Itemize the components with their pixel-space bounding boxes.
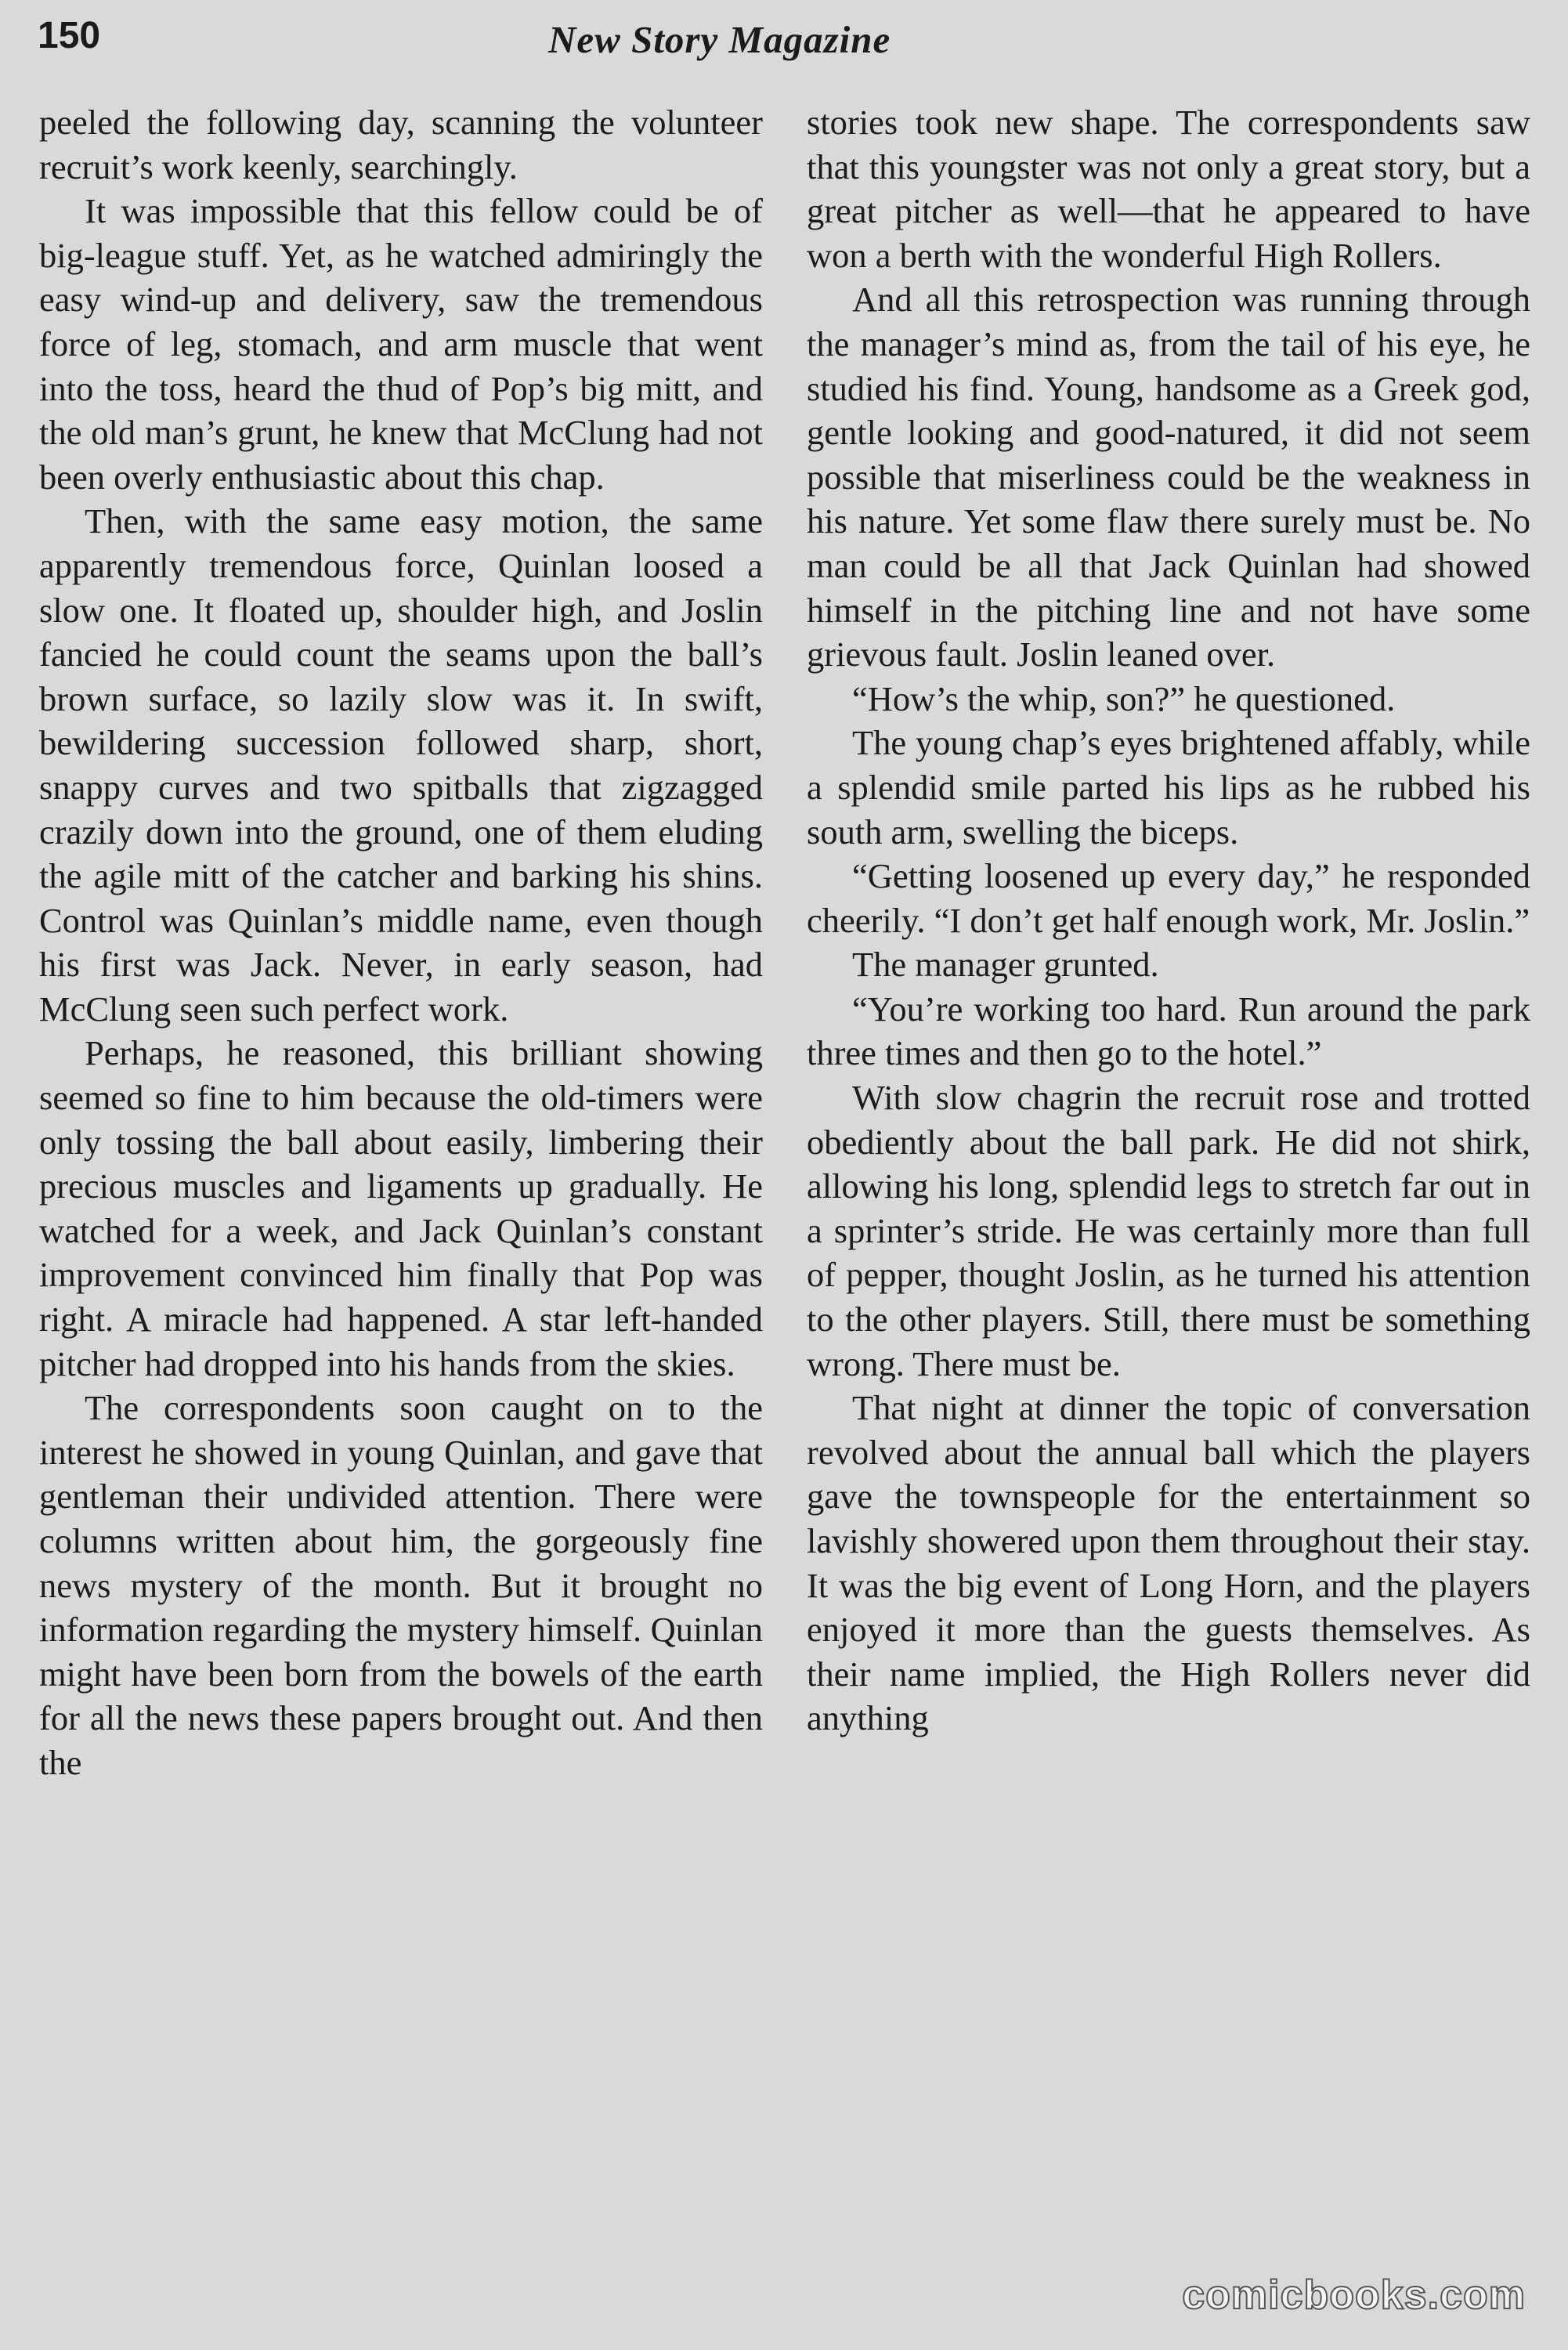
paragraph: With slow chagrin the recruit rose and trotted obediently about the ball park. He did not shirk, allowing his long, splendid legs to stretch far out in a sprinter’s stride. He was certainly more than full of pepper, thought Joslin, as he turned his attention to the other players. Still, there must be something wrong. There must be. (807, 1078, 1530, 1383)
site-watermark: comicbooks.com (1182, 2272, 1526, 2318)
paragraph: The young chap’s eyes brightened affably, while a splendid smile parted his lips as he rubbed his south arm, swelling the biceps. (807, 723, 1530, 851)
paragraph: stories took new shape. The correspondents saw that this youngster was not only a great story, but a great pitcher as well—that he appeared to have won a berth with the wonderful High Rollers. (807, 103, 1530, 275)
paragraph: “You’re working too hard. Run around the park three times and then go to the hotel.” (807, 989, 1530, 1073)
paragraph: The correspondents soon caught on to the interest he showed in young Quinlan, and gave that gentleman their undivided attention. There were columns written about him, the gorgeously fine news mystery of the month. But it brought no information regarding the mystery himself. Quinlan might have been born from the bowels of the earth for all the news these papers brought out. And then the (39, 1388, 763, 1782)
paragraph: That night at dinner the topic of conversation revolved about the annual ball which the players gave the townspeople for the entertainment so lavishly showered upon them throughout their stay. It was the big event of Long Horn, and the players enjoyed it more than the guests themselves. As their name implied, the High Rollers never did anything (807, 1388, 1530, 1738)
page-number: 150 (38, 15, 101, 56)
paragraph: “How’s the whip, son?” he questioned. (852, 678, 1396, 718)
paragraph: It was impossible that this fellow could be of big-league stuff. Yet, as he watched admiringly the easy wind-up and delivery, saw the tremendous force of leg, stomach, and arm muscle that went into the toss, heard the thud of Pop’s big mitt, and the old man’s grunt, he knew that McClung had not been overly enthusiastic about this chap. (39, 191, 763, 497)
left-column (39, 100, 763, 1785)
paragraph: “Getting loosened up every day,” he responded cheerily. “I don’t get half enough work, Mr. Joslin.” (807, 856, 1530, 940)
right-column (807, 100, 1530, 1741)
paragraph: peeled the following day, scanning the volunteer recruit’s work keenly, searchingly. (39, 103, 763, 186)
magazine-title: New Story Magazine (548, 18, 891, 61)
paragraph: The manager grunted. (852, 945, 1159, 985)
paragraph: Then, with the same easy motion, the same apparently tremendous force, Quinlan loosed a slow one. It floated up, shoulder high, and Joslin fancied he could count the seams upon the ball’s brown surface, so lazily slow was it. In swift, bewildering succession followed sharp, short, snappy curves and two spitballs that zigzagged crazily down into the ground, one of them eluding the agile mitt of the catcher and barking his shins. Control was Quinlan’s middle name, even though his first was Jack. Never, in early season, had McClung seen such perfect work. (39, 501, 763, 1029)
paragraph: And all this retrospection was running through the manager’s mind as, from the tail of his eye, he studied his find. Young, handsome as a Greek god, gentle looking and good-natured, it did not seem possible that miserliness could be the weakness in his nature. Yet some flaw there surely must be. No man could be all that Jack Quinlan had showed himself in the pitching line and not have some grievous fault. Joslin leaned over. (807, 280, 1530, 674)
paragraph: Perhaps, he reasoned, this brilliant showing seemed so fine to him because the old-timers were only tossing the ball about easily, limbering their precious muscles and ligaments up gradually. He watched for a week, and Jack Quinlan’s constant improvement convinced him finally that Pop was right. A miracle had happened. A star left-handed pitcher had dropped into his hands from the skies. (39, 1033, 763, 1383)
